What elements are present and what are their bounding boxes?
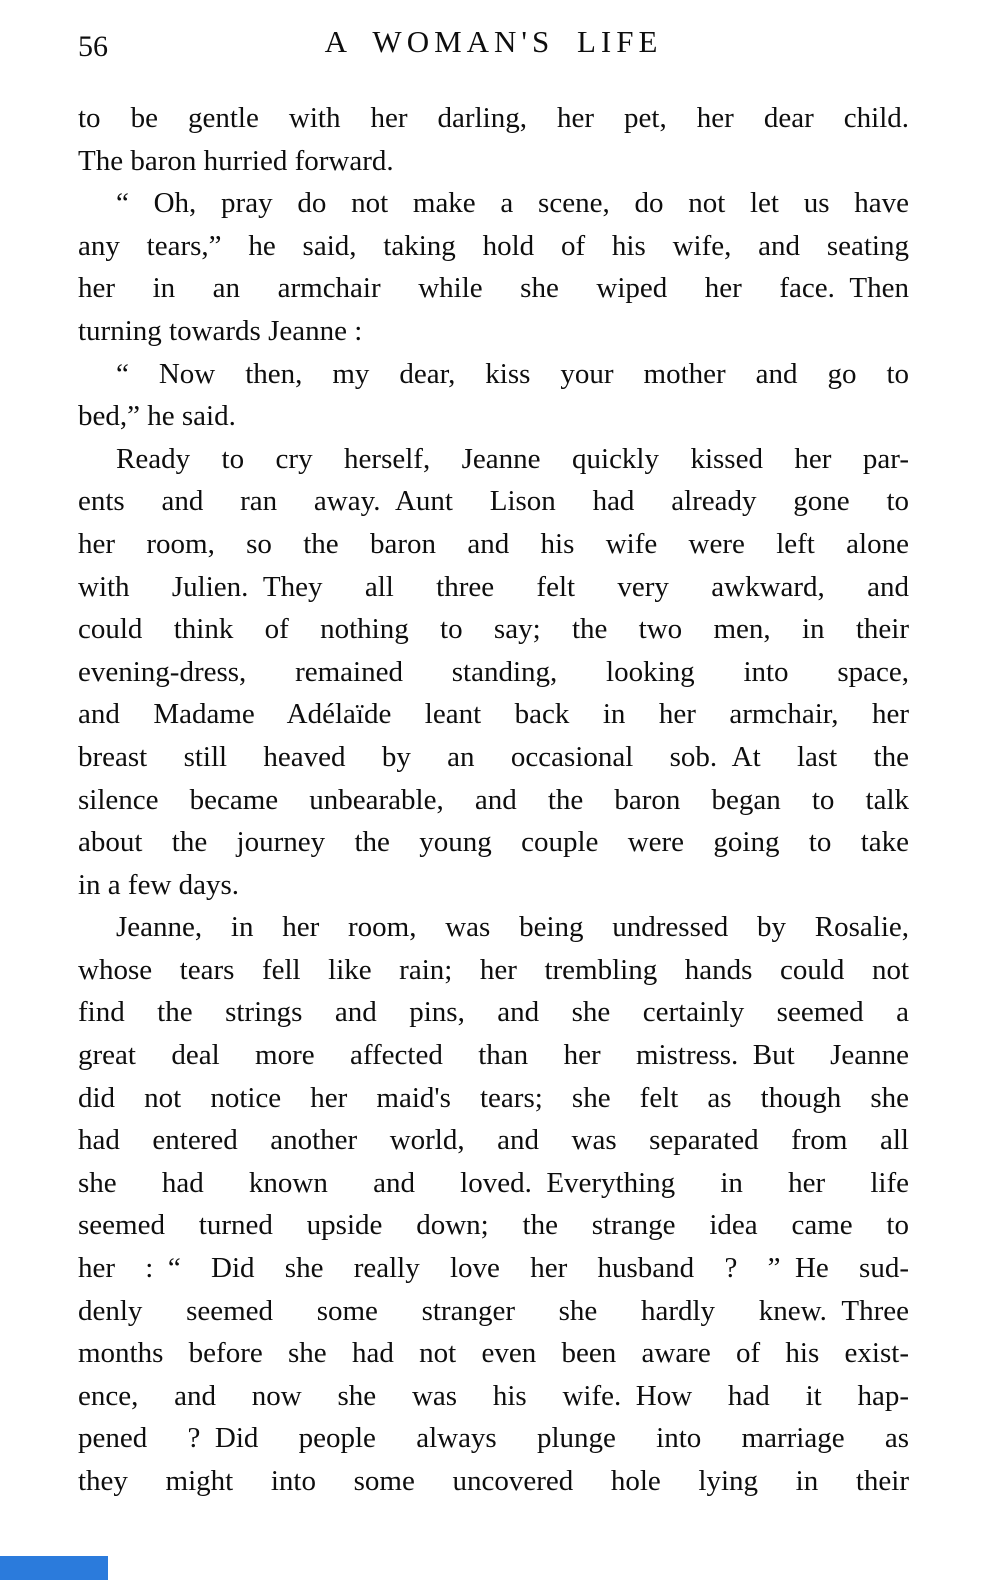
text-line: “ Oh, pray do not make a scene, do not let us have	[116, 187, 909, 220]
text-line: could think of nothing to say; the two men, in their	[78, 613, 909, 646]
page-header	[78, 24, 909, 72]
text-line: ents and ran away. Aunt Lison had already gone to	[78, 485, 909, 518]
text-line: The baron hurried forward.	[78, 144, 394, 177]
text-line: her : “ Did she really love her husband ? ” He sud-	[78, 1252, 909, 1285]
text-line: Jeanne, in her room, was being undressed by Rosalie,	[116, 911, 909, 944]
scan-artifact-bar	[0, 1556, 108, 1580]
text-line: seemed turned upside down; the strange idea came to	[78, 1209, 909, 1242]
text-line: her in an armchair while she wiped her face. Then	[78, 272, 909, 305]
text-line: had entered another world, and was separated from all	[78, 1124, 909, 1157]
text-line: great deal more affected than her mistress. But Jeanne	[78, 1039, 909, 1072]
text-line: “ Now then, my dear, kiss your mother and go to	[116, 357, 909, 390]
text-line: denly seemed some stranger she hardly knew. Three	[78, 1294, 909, 1327]
text-line: pened ? Did people always plunge into marriage as	[78, 1422, 909, 1455]
text-line: evening-dress, remained standing, looking into space,	[78, 655, 909, 688]
text-line: and Madame Adélaïde leant back in her armchair, her	[78, 698, 909, 731]
text-line: Ready to cry herself, Jeanne quickly kissed her par-	[116, 442, 909, 475]
text-line: they might into some uncovered hole lying in their	[78, 1465, 909, 1497]
text-line: about the journey the young couple were going to take	[78, 826, 909, 859]
text-line: whose tears fell like rain; her trembling hands could not	[78, 953, 909, 986]
page-title: A WOMAN'S LIFE	[324, 24, 663, 59]
text-line: any tears,” he said, taking hold of his wife, and seating	[78, 229, 909, 262]
page-number: 56	[78, 30, 108, 63]
text-line: her room, so the baron and his wife were left alone	[78, 527, 909, 560]
text-line: months before she had not even been aware of his exist-	[78, 1337, 909, 1370]
text-line: ence, and now she was his wife. How had it hap-	[78, 1379, 909, 1412]
text-line: with Julien. They all three felt very awkward, and	[78, 570, 909, 603]
text-line: turning towards Jeanne :	[78, 314, 363, 347]
text-line: breast still heaved by an occasional sob. At last the	[78, 740, 909, 773]
text-line: she had known and loved. Everything in her life	[78, 1166, 909, 1199]
text-line: did not notice her maid's tears; she felt as though she	[78, 1081, 909, 1114]
text-line: in a few days.	[78, 868, 240, 901]
text-line: find the strings and pins, and she certainly seemed a	[78, 996, 909, 1029]
text-line: to be gentle with her darling, her pet, her dear child.	[78, 102, 909, 134]
text-line: bed,” he said.	[78, 400, 236, 433]
text-line: silence became unbearable, and the baron began to talk	[78, 783, 909, 816]
text-block	[78, 97, 909, 1503]
